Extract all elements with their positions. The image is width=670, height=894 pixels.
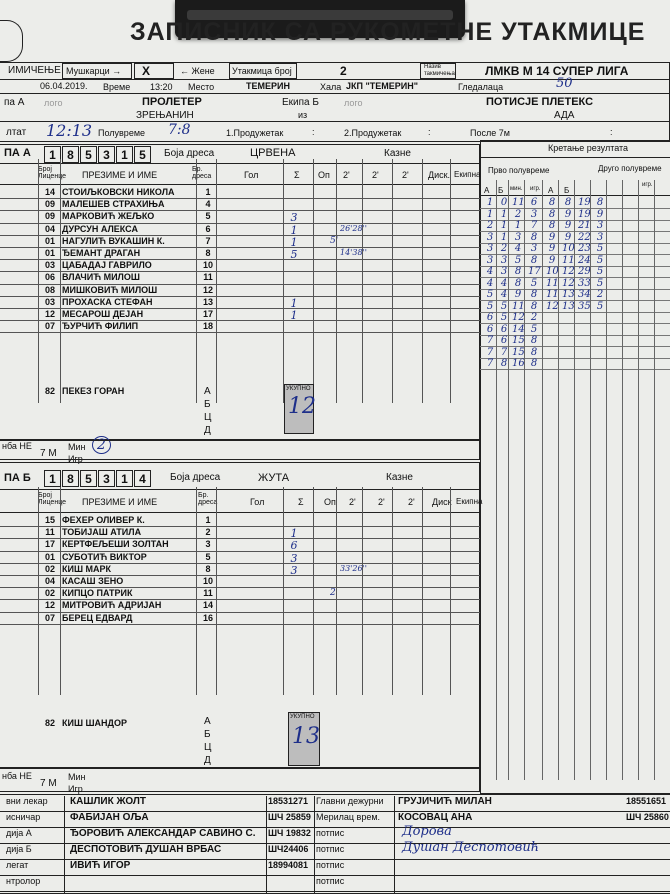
player-name: ТОБИЈАШ АТИЛА xyxy=(62,527,142,538)
official-right-label: Мерилац врем. xyxy=(316,812,381,822)
official-id: 18531271 xyxy=(268,796,309,806)
player-name: КЕРТФЕЉЕШИ ЗОЛТАН xyxy=(62,539,169,550)
player-name: МИШКОВИЋ МИЛОШ xyxy=(62,284,158,295)
score-cell: 16 xyxy=(512,358,525,369)
score-cell: 11 xyxy=(546,289,559,300)
score-cell: 7 xyxy=(486,335,494,346)
player-no: 06 xyxy=(44,272,55,283)
player-shirt: 14 xyxy=(202,600,213,611)
team-b-label: Екипа Б xyxy=(282,97,319,108)
score-cell: 1 xyxy=(500,231,508,243)
player-goals: 6 xyxy=(290,539,298,553)
official-row xyxy=(0,828,670,843)
official-id: ШЧ24406 xyxy=(268,844,309,854)
score-cell: 8 xyxy=(530,289,538,300)
score-cell: 10 xyxy=(562,243,575,254)
score-cell: 0 xyxy=(500,197,508,208)
player-shirt: 16 xyxy=(202,612,213,623)
player-no: 07 xyxy=(44,321,55,332)
player-shirt: 7 xyxy=(205,235,211,246)
player-no: 09 xyxy=(44,199,55,210)
score-cell: 3 xyxy=(486,254,494,266)
player-shirt: 11 xyxy=(203,588,213,599)
player-name: ЦАБАДАЈ ГАВРИЛО xyxy=(62,260,152,271)
player-shirt: 4 xyxy=(205,199,211,210)
hall-label: Хала xyxy=(320,82,342,92)
player-shirt: 2 xyxy=(205,527,211,538)
score-cell: 5 xyxy=(596,254,604,266)
team-a-label: па А xyxy=(4,97,25,108)
official-slot-letter: Б xyxy=(204,729,211,740)
player-shirt: 1 xyxy=(205,515,211,525)
team-code-digit: 5 xyxy=(80,470,97,487)
player-no: 12 xyxy=(44,309,55,319)
player-shirt: 6 xyxy=(205,223,211,234)
team-code-digit: 1 xyxy=(116,470,133,487)
team-a-total: 12 xyxy=(288,394,316,419)
player-name: КАСАШ ЗЕНО xyxy=(62,576,124,586)
spectators-label: Гледалаца xyxy=(458,82,504,92)
score-cell: 1 xyxy=(486,197,494,208)
score-cell: 3 xyxy=(514,231,522,243)
player-goals: 1 xyxy=(290,235,298,249)
score-cell: 5 xyxy=(514,254,522,266)
player-goals: 1 xyxy=(290,309,298,322)
score-cell: 6 xyxy=(486,323,494,335)
player-shirt: 18 xyxy=(202,321,213,332)
player-shirt: 5 xyxy=(205,211,211,222)
hall: ЈКП "ТЕМЕРИН" xyxy=(346,81,418,91)
score-cell: 21 xyxy=(578,220,591,231)
official-right-name: ГРУЈИЧИЋ МИЛАН xyxy=(398,796,492,807)
player-goals: 3 xyxy=(290,211,298,225)
player-shirt: 3 xyxy=(205,539,211,550)
player-goals: 3 xyxy=(290,563,298,577)
score-cell: 9 xyxy=(596,208,604,220)
logo-a-placeholder: лого xyxy=(44,98,63,108)
score-cell: 8 xyxy=(500,358,508,369)
team-b-jersey-color: ЖУТА xyxy=(258,472,290,484)
player-no: 04 xyxy=(44,223,55,234)
score-cell: 8 xyxy=(548,220,556,231)
score-cell: 3 xyxy=(530,243,538,254)
player-no: 01 xyxy=(44,551,55,562)
score-cell: 8 xyxy=(530,231,538,243)
score-cell: 8 xyxy=(596,197,604,208)
player-no: 11 xyxy=(45,527,55,538)
score-cell: 3 xyxy=(486,243,494,254)
score-cell: 5 xyxy=(500,300,508,312)
score-cell: 4 xyxy=(486,277,494,289)
team-code-digit: 5 xyxy=(80,146,97,163)
match-number-label: Утакмица број xyxy=(232,66,292,76)
player-ex: 14'38'' xyxy=(340,248,367,257)
score-cell: 11 xyxy=(512,197,525,208)
player-shirt: 5 xyxy=(205,551,211,562)
player-name: ДУРСУН АЛЕКСА xyxy=(62,223,138,234)
team-code-digit: 1 xyxy=(44,470,61,487)
score-cell: 11 xyxy=(512,300,525,312)
official-slot-letter: А xyxy=(204,716,211,727)
official-right-label: потпис xyxy=(316,860,345,870)
score-cell: 8 xyxy=(530,335,538,346)
player-name: СТОИЉКОВСКИ НИКОЛА xyxy=(62,187,175,197)
team-a-section-label: ПА А xyxy=(4,147,31,159)
score-cell: 5 xyxy=(596,300,604,312)
score-cell: 6 xyxy=(486,312,494,323)
score-cell: 5 xyxy=(596,277,604,289)
official-right-label: потпис xyxy=(316,876,345,886)
official-role: исничар xyxy=(6,812,41,822)
official-row xyxy=(0,860,670,875)
score-cell: 2 xyxy=(500,243,508,254)
score-cell: 12 xyxy=(512,312,525,323)
player-name: БЕРЕЦ ЕДВАРД xyxy=(62,612,133,623)
signature-1: Дорова xyxy=(402,824,452,839)
halftime-result: 7:8 xyxy=(168,122,191,138)
player-shirt: 1 xyxy=(205,187,211,197)
match-date: 06.04.2019. xyxy=(40,81,88,91)
score-cell: 6 xyxy=(500,323,508,335)
official-right-label: потпис xyxy=(316,828,345,838)
official-slot-letter: Д xyxy=(204,755,211,766)
official-slot-letter: А xyxy=(204,386,211,397)
score-cell: 29 xyxy=(578,266,591,277)
score-cell: 12 xyxy=(546,300,559,312)
score-cell: 5 xyxy=(596,243,604,254)
player-name: ФЕХЕР ОЛИВЕР К. xyxy=(62,515,145,525)
score-cell: 5 xyxy=(486,289,494,300)
score-cell: 13 xyxy=(562,300,575,312)
men-label: Мушкарци → xyxy=(66,66,122,76)
score-cell: 3 xyxy=(486,231,494,243)
score-cell: 8 xyxy=(514,266,522,277)
score-cell: 17 xyxy=(528,266,541,277)
logo-b-placeholder: лого xyxy=(344,98,363,108)
halftime-label: Полувреме xyxy=(98,128,146,138)
category-mark: X xyxy=(142,64,151,78)
player-shirt: 8 xyxy=(205,563,211,574)
official-slot-letter: Ц xyxy=(204,412,212,423)
player-shirt: 13 xyxy=(202,296,213,307)
player-name: МЕСАРОШ ДЕЈАН xyxy=(62,309,144,319)
place-label: Место xyxy=(188,82,215,92)
official-role: легат xyxy=(6,860,29,870)
score-cell: 2 xyxy=(596,289,604,300)
score-cell: 5 xyxy=(596,266,604,277)
score-cell: 7 xyxy=(530,220,538,231)
after-7m-label: После 7м xyxy=(470,128,510,138)
player-no: 02 xyxy=(44,563,55,574)
score-cell: 2 xyxy=(530,312,538,323)
score-cell: 8 xyxy=(564,197,572,208)
official-right-id: 18551651 xyxy=(626,796,667,806)
official-role: дија Б xyxy=(6,844,32,854)
player-goals: 5 xyxy=(290,248,298,261)
score-cell: 8 xyxy=(548,197,556,208)
official-row xyxy=(0,796,670,811)
score-cell: 2 xyxy=(486,220,494,231)
score-cell: 8 xyxy=(530,346,538,358)
score-cell: 7 xyxy=(500,346,508,358)
takmicenje-label: ИМИЧЕЊЕ xyxy=(8,65,61,76)
score-cell: 9 xyxy=(548,231,556,243)
score-cell: 12 xyxy=(562,266,575,277)
player-goals: 3 xyxy=(290,551,298,565)
score-cell: 5 xyxy=(486,300,494,312)
score-cell: 15 xyxy=(512,335,525,346)
team-a-jersey-color-label: Боја дреса xyxy=(164,148,215,159)
player-no: 01 xyxy=(44,248,55,258)
result-label: лтат xyxy=(6,127,27,138)
score-cell: 9 xyxy=(514,289,522,300)
score-cell: 13 xyxy=(562,289,575,300)
official-name: ДЕСПОТОВИЋ ДУШАН ВРБАС xyxy=(70,844,222,855)
score-cell: 8 xyxy=(530,300,538,312)
official-right-label: Главни дежурни xyxy=(316,796,384,806)
player-goals: 1 xyxy=(290,223,298,237)
score-cell: 2 xyxy=(514,208,522,220)
overtime-2-label: 2.Продужетак xyxy=(344,128,402,138)
team-a-penalties-label: Казне xyxy=(384,148,411,159)
score-cell: 9 xyxy=(564,231,572,243)
team-code-digit: 1 xyxy=(44,146,61,163)
official-slot-letter: Ц xyxy=(204,742,212,753)
score-cell: 1 xyxy=(514,220,522,231)
official-id: ШЧ 25859 xyxy=(268,812,311,822)
score-cell: 22 xyxy=(578,231,591,243)
official-name: ЂОРОВИЋ АЛЕКСАНДАР САВИНО С. xyxy=(70,828,256,839)
score-cell: 6 xyxy=(500,335,508,346)
score-cell: 3 xyxy=(500,254,508,266)
player-pen: 5' xyxy=(330,235,339,246)
team-a-name: ПРОЛЕТЕР xyxy=(142,96,202,108)
score-cell: 9 xyxy=(548,243,556,254)
player-no: 03 xyxy=(44,296,55,307)
match-record-sheet: ЗАПИСНИК СА РУКОМЕТНЕ УТАКМИЦЕ ИМИЧЕЊЕ Мушкарци → X ← Жене Утакмица број 2 Назив такмичења ЛМКВ М 14 СУПЕР ЛИГА 06.04.2019. Време 13:20 Место ТЕМЕРИН Хала ЈКП "ТЕМЕРИН" Гледалаца 50 па А лого ПРОЛЕТЕР Екипа Б лого ПОТИСЈЕ ПЛЕТЕКС ЗРЕЊАНИН из АДА лтат 12:13 Полувреме 7:8 1.Продужетак : 2.Продужетак : После 7м : ПА А 1 8 5 3 1 5 Боја дреса ЦРВЕНА Казне Број Лиценце ПРЕЗИМЕ И ИМЕ Бр. дреса Гол Σ Оп 2' 2' 2' Диск. Екипна 14 СТОИЉКОВСКИ НИКОЛА 1 09 МАЛЕШЕВ СТРАХИЊА 4 09 МАРКОВИЋ ЖЕЉКО 5 3 04 ДУРСУН АЛЕКСА 6 1 26'28'' 01 НАГУЛИЋ ВУКАШИН К. 7 1 5' 01 ЂЕМАНТ ДРАГАН 8 5 14'38'' 03 ЦАБАДАЈ ГАВРИЛО 10 06 ВЛАЧИЋ МИЛОШ 11 08 МИШКОВИЋ МИЛОШ 12 03 ПРОХАСКА СТЕФАН 13 1 12 МЕСАРОШ ДЕЈАН 17 1 07 ЂУРЧИЋ ФИЛИП 18 82 ПЕКЕЗ ГОРАН А Б Ц Д УКУПНО 12 нба НЕ 7 М Мин Игр 2 ПА Б 1 8 5 3 1 4 Боја дреса ЖУТА Казне Број Лиценце ПРЕЗИМЕ И ИМЕ Бр. дреса Гол Σ Оп 2' 2' 2' Диск Екипна 15 ФЕХЕР ОЛИВЕР К. 1 11 ТОБИЈАШ АТИЛА 2 1 17 КЕРТФЕЉЕШИ ЗОЛТАН 3 6 01 СУБОТИЋ ВИКТОР 5 3 02 КИШ МАРК 8 3 33'26'' 04 КАСАШ ЗЕНО 10 02 КИПЦО ПАТРИК 11 2 12 МИТРОВИЋ АДРИЈАН 14 07 БЕРЕЦ ЕДВАРД 16 82 КИШ ШАНДОР А Б Ц Д УКУПНО 13 нба НЕ 7 М Мин Игр Кретање резултата Прво полувреме Друго полувреме А Б мин. игр. А Б игр. 1 0 11 6 8 8 19 8 1 1 2 3 8 9 19 9 2 1 1 7 8 9 21 3 3 1 3 8 9 9 22 3 3 2 4 3 9 10 23 5 3 3 5 8 9 11 24 5 4 3 8 17 10 12 29 5 4 4 8 5 11 12 33 5 5 4 9 8 11 13 34 2 5 5 11 8 12 13 35 5 6 5 12 2 6 6 14 5 7 6 15 8 7 7 15 8 7 8 16 8 вни лекар КАШЛИК ЖОЛТ 18531271 Главни дежурни ГРУЈИЧИЋ МИЛАН 18551651 исничар ФАБИЈАН ОЉА ШЧ 25859 Мерилац врем. КОСОВАЦ АНА ШЧ 25860 дија А ЂОРОВИЋ АЛЕКСАНДАР САВИНО С. ШЧ 19832 потпис дија Б ДЕСПОТОВИЋ ДУШАН ВРБАС ШЧ24406 потпис легат ИВИЋ ИГОР 18994081 потпис нтролор потпис Дорова Душан Деспотовић xyxy=(0,0,670,894)
team-a-city: ЗРЕЊАНИН xyxy=(136,110,194,121)
score-cell: 3 xyxy=(596,231,604,243)
player-name: НАГУЛИЋ ВУКАШИН К. xyxy=(62,235,165,246)
score-cell: 33 xyxy=(578,277,591,289)
final-result: 12:13 xyxy=(46,121,93,140)
score-cell: 34 xyxy=(578,289,591,300)
official-name: ИВИЋ ИГОР xyxy=(70,860,131,871)
score-cell: 8 xyxy=(514,277,522,289)
page-title: ЗАПИСНИК СА РУКОМЕТНЕ УТАКМИЦЕ xyxy=(130,18,646,46)
player-name: МИТРОВИЋ АДРИЈАН xyxy=(62,600,162,611)
player-no: 14 xyxy=(44,187,55,197)
score-cell: 4 xyxy=(486,266,494,277)
team-code-digit: 5 xyxy=(134,146,151,163)
score-cell: 11 xyxy=(546,277,559,289)
official-id: 18994081 xyxy=(268,860,309,870)
score-cell: 8 xyxy=(530,254,538,266)
competition-name: ЛМКВ М 14 СУПЕР ЛИГА xyxy=(485,64,629,78)
player-name: МАРКОВИЋ ЖЕЉКО xyxy=(62,211,155,222)
official-name: КАШЛИК ЖОЛТ xyxy=(70,796,147,807)
official-id: ШЧ 19832 xyxy=(268,828,311,838)
player-no: 01 xyxy=(44,235,55,246)
player-goals: 1 xyxy=(290,296,298,310)
score-cell: 9 xyxy=(548,254,556,266)
player-goals: 1 xyxy=(290,527,298,541)
competition-name-label: Назив такмичења xyxy=(424,64,455,77)
score-cell: 5 xyxy=(530,277,538,289)
score-cell: 1 xyxy=(500,220,508,231)
player-ex: 26'28'' xyxy=(340,223,367,233)
player-shirt: 8 xyxy=(205,248,211,258)
player-pen: 2 xyxy=(330,588,336,599)
team-a-7m-mark: 2 xyxy=(92,436,111,454)
score-cell: 9 xyxy=(564,208,572,220)
score-cell: 35 xyxy=(578,300,591,312)
signature-2: Душан Деспотовић xyxy=(402,840,540,855)
player-no: 02 xyxy=(44,588,55,599)
official-role: вни лекар xyxy=(6,796,48,806)
federation-logo xyxy=(0,20,23,62)
team-b-jersey-color-label: Боја дреса xyxy=(170,472,221,483)
score-cell: 8 xyxy=(548,208,556,220)
official-row xyxy=(0,812,670,827)
player-name: СУБОТИЋ ВИКТОР xyxy=(62,551,147,562)
overtime-1-label: 1.Продужетак xyxy=(226,128,284,138)
team-code-digit: 4 xyxy=(134,470,151,487)
official-slot-letter: Д xyxy=(204,425,211,436)
score-cell: 24 xyxy=(578,254,591,266)
team-code-digit: 3 xyxy=(98,470,115,487)
time-label: Време xyxy=(103,82,131,92)
team-code-digit: 8 xyxy=(62,470,79,487)
score-cell: 15 xyxy=(512,346,525,358)
team-code-digit: 1 xyxy=(116,146,133,163)
score-cell: 8 xyxy=(530,358,538,369)
score-cell: 5 xyxy=(500,312,508,323)
team-b-name: ПОТИСЈЕ ПЛЕТЕКС xyxy=(486,96,594,108)
player-name: КИШ МАРК xyxy=(62,563,111,574)
score-cell: 7 xyxy=(486,358,494,369)
score-cell: 14 xyxy=(512,323,525,335)
team-code-digit: 8 xyxy=(62,146,79,163)
official-right-name: КОСОВАЦ АНА xyxy=(398,812,473,823)
official-row xyxy=(0,876,670,891)
player-name: ВЛАЧИЋ МИЛОШ xyxy=(62,272,140,283)
team-b-city: АДА xyxy=(554,110,575,121)
score-cell: 3 xyxy=(530,208,538,220)
place: ТЕМЕРИН xyxy=(246,81,290,91)
player-name: ПРОХАСКА СТЕФАН xyxy=(62,296,153,307)
player-shirt: 10 xyxy=(202,260,213,271)
score-cell: 23 xyxy=(578,243,591,254)
score-cell: 4 xyxy=(500,277,508,289)
player-no: 09 xyxy=(44,211,55,222)
score-cell: 1 xyxy=(500,208,508,220)
player-no: 08 xyxy=(44,284,55,295)
player-no: 17 xyxy=(44,539,55,550)
player-shirt: 17 xyxy=(202,309,213,319)
team-b-total: 13 xyxy=(292,724,320,749)
score-cell: 6 xyxy=(530,197,538,208)
score-cell: 12 xyxy=(562,277,575,289)
player-no: 03 xyxy=(44,260,55,271)
team-b-penalties-label: Казне xyxy=(386,472,413,483)
score-progression-title: Кретање резултата xyxy=(548,143,629,153)
player-no: 15 xyxy=(44,515,55,525)
score-cell: 19 xyxy=(578,208,591,220)
score-cell: 1 xyxy=(486,208,494,220)
spectators: 50 xyxy=(556,76,573,91)
player-name: МАЛЕШЕВ СТРАХИЊА xyxy=(62,199,165,210)
official-slot-letter: Б xyxy=(204,399,211,410)
score-cell: 11 xyxy=(562,254,575,266)
official-name: ФАБИЈАН ОЉА xyxy=(70,812,149,823)
score-cell: 19 xyxy=(578,197,591,208)
player-shirt: 10 xyxy=(202,576,213,586)
player-name: ЂУРЧИЋ ФИЛИП xyxy=(62,321,139,332)
player-shirt: 11 xyxy=(203,272,213,283)
player-name: ЂЕМАНТ ДРАГАН xyxy=(62,248,141,258)
score-cell: 5 xyxy=(530,323,538,335)
player-ex: 33'26'' xyxy=(340,563,367,573)
official-role: дија А xyxy=(6,828,32,838)
team-a-jersey-color: ЦРВЕНА xyxy=(250,147,296,159)
player-no: 04 xyxy=(44,576,55,586)
player-no: 07 xyxy=(44,612,55,623)
from-label: из xyxy=(298,110,308,120)
score-cell: 10 xyxy=(546,266,559,277)
score-cell: 3 xyxy=(596,220,604,231)
women-label: ← Жене xyxy=(180,66,215,76)
score-cell: 7 xyxy=(486,346,494,358)
team-code-digit: 3 xyxy=(98,146,115,163)
player-name: КИПЦО ПАТРИК xyxy=(62,588,133,599)
score-cell: 3 xyxy=(500,266,508,277)
official-right-label: потпис xyxy=(316,844,345,854)
score-cell: 4 xyxy=(514,243,522,254)
official-role: нтролор xyxy=(6,876,41,886)
official-row xyxy=(0,844,670,859)
player-no: 12 xyxy=(44,600,55,611)
player-shirt: 12 xyxy=(202,284,213,295)
score-cell: 9 xyxy=(564,220,572,231)
match-number: 2 xyxy=(340,64,347,78)
match-time: 13:20 xyxy=(150,82,173,92)
score-cell: 4 xyxy=(500,289,508,300)
team-b-section-label: ПА Б xyxy=(4,472,31,484)
official-right-id: ШЧ 25860 xyxy=(626,812,669,822)
